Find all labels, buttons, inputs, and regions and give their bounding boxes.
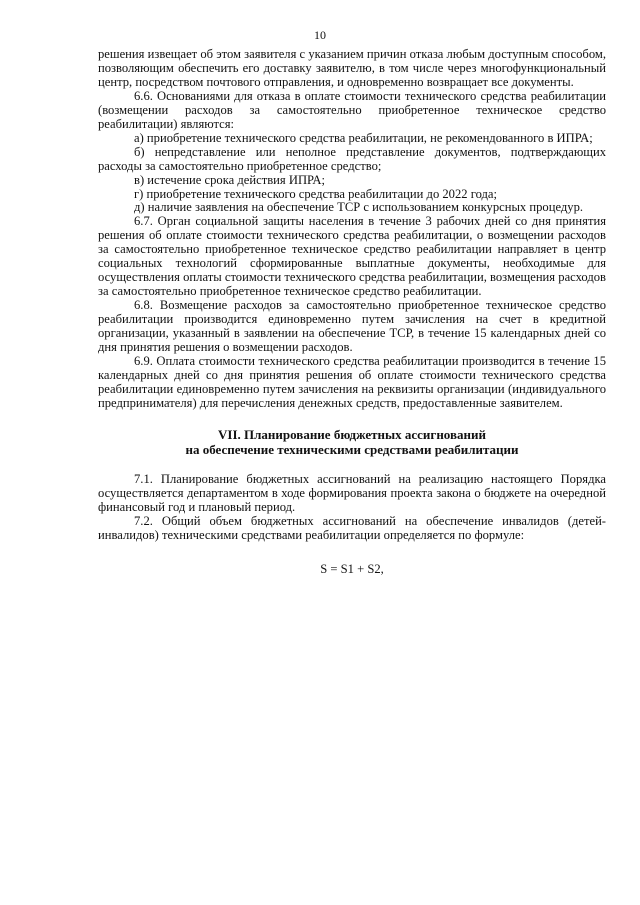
list-item: в) истечение срока действия ИПРА; (134, 172, 326, 187)
paragraph: 7.2. Общий объем бюджетных ассигнований на обеспечение инвалидов (детей-инвалидов) техническими средствами реабилитации определяется по формуле: (98, 513, 606, 542)
section-heading-line: VII. Планирование бюджетных ассигнований (218, 426, 486, 442)
paragraph: 6.8. Возмещение расходов за самостоятельно приобретенное техническое средство реабилитации производится единовременно путем зачисления на счет в кредитной организации, указанный в заявлении на обеспечение ТСР, в течение 15 календарных дней со дня принятия решения о возмещении расходов. (98, 298, 606, 355)
paragraph: 6.7. Орган социальной защиты населения в течение 3 рабочих дней со дня принятия решения об оплате стоимости технического средства реабилитации, о возмещении расходов за самостоятельно приобретенное техническое средство реабилитации направляет в центр социальных технологий сформированные выплатные документы, необходимые для осуществления оплаты стоимости технического средства реабилитации, возмещения расходов за самостоятельно приобретенное техническое средство реабилитации. (98, 214, 606, 299)
paragraphs-top (98, 48, 606, 411)
paragraph: 6.6. Основаниями для отказа в оплате стоимости технического средства реабилитации (возмещении расходов за самостоятельно приобретенное техническое средство реабилитации) являются: (98, 88, 606, 131)
paragraph: 7.1. Планирование бюджетных ассигнований на реализацию настоящего Порядка осуществляется департаментом в ходе формирования проекта закона о бюджете на очередной финансовый год и плановый период. (98, 471, 606, 514)
formula: S = S1 + S2, (320, 561, 384, 576)
paragraph: 6.9. Оплата стоимости технического средства реабилитации производится в течение 15 календарных дней со дня принятия решения об оплате стоимости технического средства реабилитации единовременно путем зачисления на реквизиты организации (индивидуального предпринимателя) для перечисления денежных средств, предоставленные заявителем. (98, 353, 606, 410)
page-number: 10 (314, 28, 326, 42)
list-item: г) приобретение технического средства реабилитации до 2022 года; (134, 186, 498, 201)
paragraphs-bottom (98, 473, 606, 543)
paragraph: решения извещает об этом заявителя с указанием причин отказа любым доступным способом, позволяющим обеспечить его доставку заявителю, в том числе через многофункциональный центр, посредством почтового отправления, и одновременно возвращает все документы. (98, 47, 606, 89)
list-item: а) приобретение технического средства реабилитации, не рекомендованного в ИПРА; (134, 130, 593, 145)
document-body (98, 48, 606, 577)
list-item: д) наличие заявления на обеспечение ТСР с использованием конкурсных процедур. (134, 200, 584, 215)
section-heading-line: на обеспечение техническими средствами реабилитации (185, 441, 519, 457)
list-item: б) непредставление или неполное представление документов, подтверждающих расходы за самостоятельно приобретенное средство; (98, 144, 606, 173)
section-heading (98, 427, 606, 457)
